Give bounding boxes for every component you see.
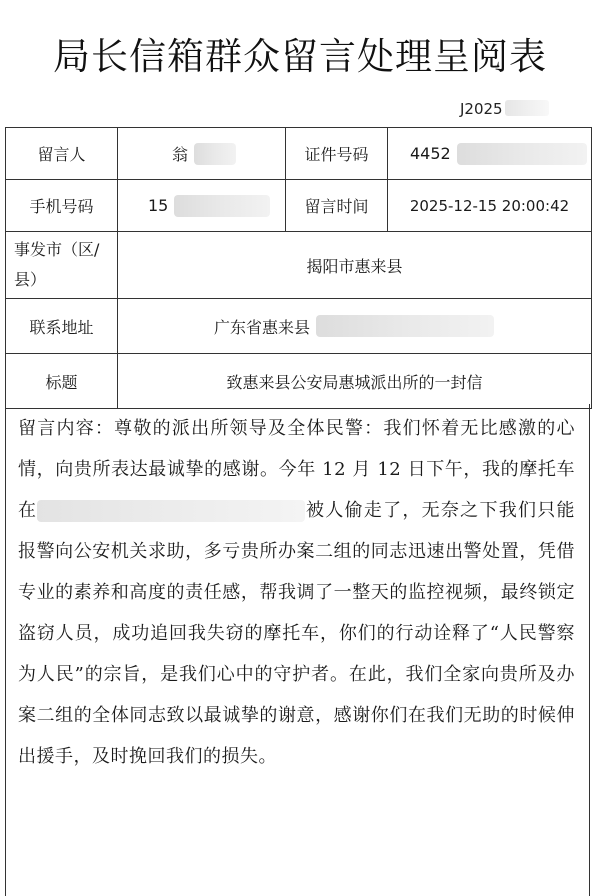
info-table [5,127,592,409]
value-id [388,128,592,180]
value-id-text: 4452 [410,144,451,163]
redacted-blur [37,500,305,522]
redacted-blur [174,195,270,217]
page-title: 局长信箱群众留言处理呈阅表 [53,35,547,78]
redacted-blur [457,143,587,165]
table-row [6,232,592,299]
redacted-blur [194,143,236,165]
value-subject: 致惠来县公安局惠城派出所的一封信 [118,354,592,409]
message-content [18,408,575,777]
value-name-text: 翁 [172,145,189,164]
redacted-blur [316,315,494,337]
message-content-part1: 留言内容：尊敬的派出所领导及全体民警：我们怀着无比感激的心情，向贵所表达最诚挚的感谢。今年 12 月 12 日下午，我的摩托车在 [18,418,575,521]
value-address-text: 广东省惠来县 [214,317,311,337]
table-row [6,299,592,354]
value-address [118,299,592,354]
label-city: 事发市（区/县） [6,232,118,299]
label-time: 留言时间 [286,180,388,232]
label-id: 证件号码 [286,128,388,180]
label-name: 留言人 [6,128,118,180]
label-phone: 手机号码 [6,180,118,232]
value-phone [118,180,286,232]
value-phone-text: 15 [148,196,169,215]
document-number-prefix: J2025 [460,100,503,118]
value-city: 揭阳市惠来县 [118,232,592,299]
message-content-part2: 被人偷走了，无奈之下我们只能报警向公安机关求助，多亏贵所办案二组的同志迅速出警处置，凭借专业的素养和高度的责任感，帮我调了一整天的监控视频，最终锁定盗窃人员，成功追回我失窃的摩托车，你们的行动诠释了“人民警察为人民”的宗旨，是我们心中的守护者。在此，我们全家向贵所及办案二组的全体同志致以最诚挚的谢意，感谢你们在我们无助的时候伸出援手，及时挽回我们的损失。 [18,500,576,767]
message-content-box [5,404,590,896]
label-subject: 标题 [6,354,118,409]
value-time: 2025-12-15 20:00:42 [388,180,592,232]
table-row [6,128,592,180]
document-number [460,98,549,120]
table-row [6,354,592,409]
redacted-blur [505,100,549,116]
value-name [118,128,286,180]
table-row [6,180,592,232]
label-address: 联系地址 [6,299,118,354]
